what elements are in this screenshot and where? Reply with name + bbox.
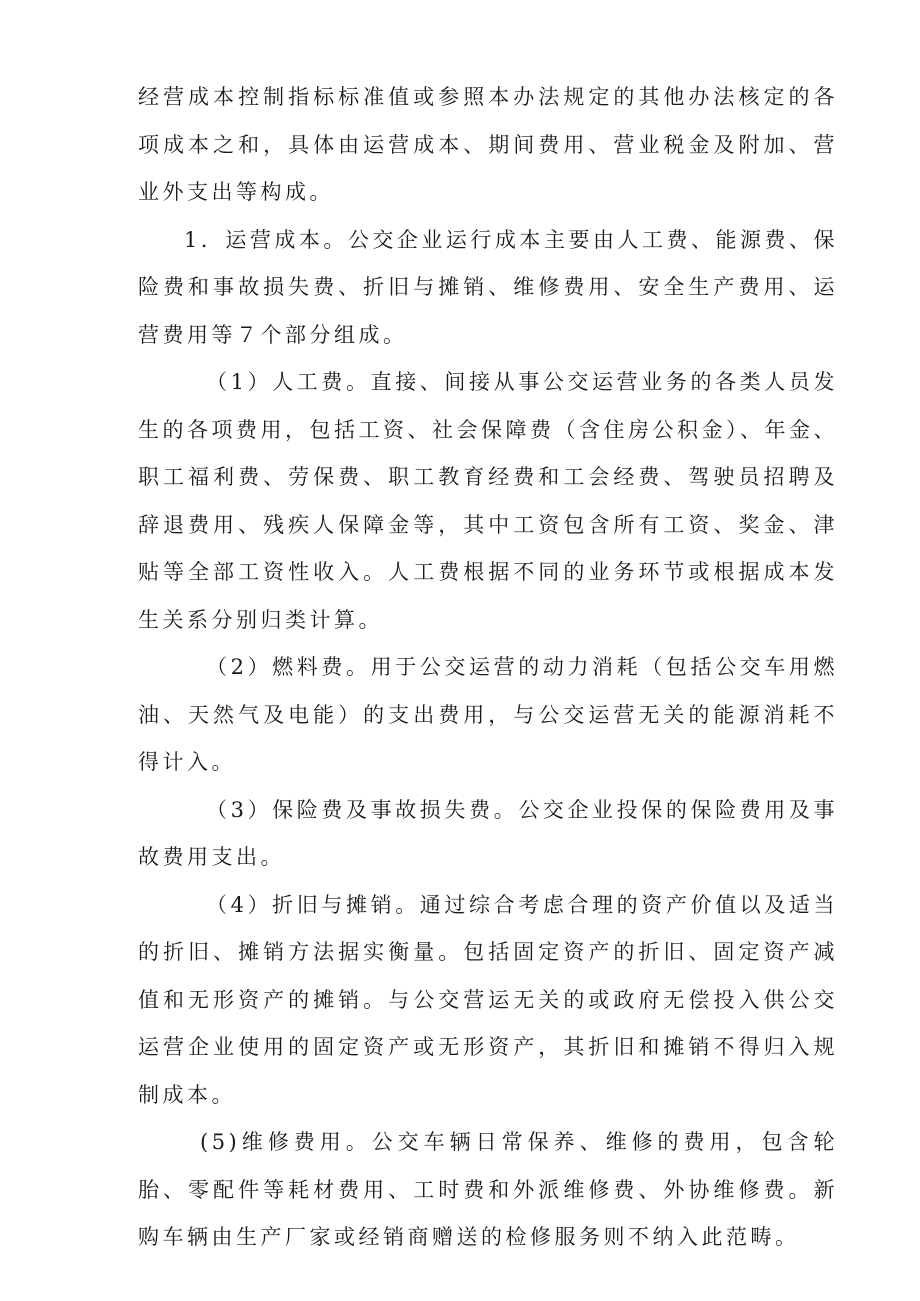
paragraph-depreciation: （4）折旧与摊销。通过综合考虑合理的资产价值以及适当的折旧、摊销方法据实衡量。包括固定资产的折旧、固定资产减值和无形资产的摊销。与公交营运无关的或政府无偿投入供公交运营企业使用的固定资产或无形资产，其折旧和摊销不得归入规制成本。: [138, 892, 838, 1107]
paragraph-operating-cost: 1．运营成本。公交企业运行成本主要由人工费、能源费、保险费和事故损失费、折旧与摊销、维修费用、安全生产费用、运营费用等７个部分组成。: [138, 227, 838, 347]
paragraph-labor-cost: （1）人工费。直接、间接从事公交运营业务的各类人员发生的各项费用，包括工资、社会保障费（含住房公积金）、年金、职工福利费、劳保费、职工教育经费和工会经费、驾驶员招聘及辞退费用、残疾人保障金等，其中工资包含所有工资、奖金、津贴等全部工资性收入。人工费根据不同的业务环节或根据成本发生关系分别归类计算。: [138, 370, 838, 632]
paragraph-insurance-cost: （3）保险费及事故损失费。公交企业投保的保险费用及事故费用支出。: [138, 797, 838, 869]
document-body: [138, 74, 838, 1262]
paragraph-cost-composition: 经营成本控制指标标准值或参照本办法规定的其他办法核定的各项成本之和，具体由运营成本、期间费用、营业税金及附加、营业外支出等构成。: [138, 85, 838, 204]
paragraph-fuel-cost: （2）燃料费。用于公交运营的动力消耗（包括公交车用燃油、天然气及电能）的支出费用，与公交运营无关的能源消耗不得计入。: [138, 655, 838, 774]
paragraph-maintenance-cost: (5)维修费用。公交车辆日常保养、维修的费用，包含轮胎、零配件等耗材费用、工时费和外派维修费、外协维修费。新购车辆由生产厂家或经销商赠送的检修服务则不纳入此范畴。: [138, 1130, 838, 1249]
